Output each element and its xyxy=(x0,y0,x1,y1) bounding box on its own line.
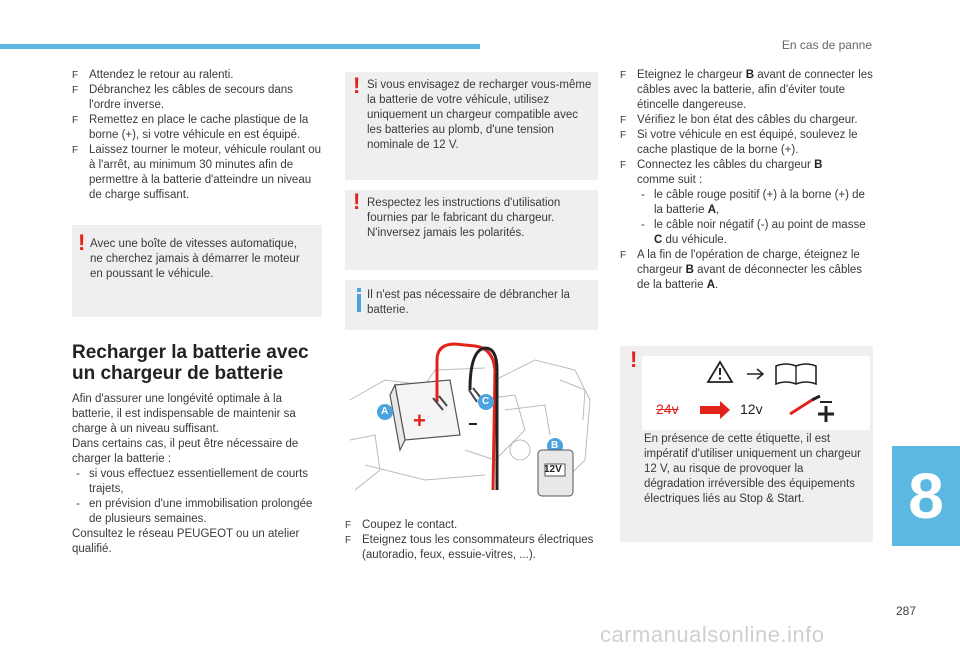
list-item: - si vous effectuez essentiellement de courts trajets, xyxy=(72,467,324,497)
charger-label-sticker xyxy=(642,356,870,430)
warning-icon: ! xyxy=(78,230,86,255)
column-2-list xyxy=(345,518,595,563)
label-c: C xyxy=(482,396,490,407)
warning-box-charger: ! Si vous envisagez de recharger vous-même la batterie de votre véhicule, utilisez uniquement un chargeur compatible avec les batteries au plomb, d'une tension nominale de 12 V. xyxy=(345,72,598,180)
list-item: F A la fin de l'opération de charge, éteignez le chargeur B avant de déconnecter les câbles de la batterie A. xyxy=(620,248,875,293)
list-item: F Eteignez le chargeur B avant de connecter les câbles avec la batterie, afin d'éviter toute étincelle dangereuse. xyxy=(620,68,875,113)
battery-engine-drawing xyxy=(345,340,598,502)
label-24v: 24v xyxy=(656,401,679,417)
warning-box-stop-start: ! 24v 12v En présence de cette étiquette, il est impératif d'utiliser uniquement un chargeur 12 V, au risque de provoquer la dégradation irréversible des équipements électriques liés au Stop & Start. xyxy=(620,346,873,542)
list-item: F Débranchez les câbles de secours dans l'ordre inverse. xyxy=(72,83,324,113)
header-accent-bar xyxy=(0,44,480,49)
info-box: Il n'est pas nécessaire de débrancher la batterie. xyxy=(345,280,598,330)
column-3-list xyxy=(620,68,875,293)
sticker-drawing xyxy=(642,356,870,430)
column-1-list xyxy=(72,68,324,203)
list-item: - le câble noir négatif (-) au point de masse C du véhicule. xyxy=(637,218,875,248)
list-item: F Coupez le contact. xyxy=(345,518,595,533)
warning-icon: ! xyxy=(630,347,638,372)
chapter-tab: 8 xyxy=(892,446,960,546)
section-heading: Recharger la batterie avec un chargeur de batterie xyxy=(72,342,309,384)
svg-text:+: + xyxy=(413,408,426,433)
warning-icon: ! xyxy=(353,73,361,98)
list-item: F Connectez les câbles du chargeur B comme suit : - le câble rouge positif (+) à la borne (+) de la batterie A, - le câble noir négatif (-) au point de masse C du véhicule. xyxy=(620,158,875,248)
list-item: F Laissez tourner le moteur, véhicule roulant ou à l'arrêt, au minimum 30 minutes afin de permettre à la batterie d'atteindre un niveau de charge suffisant. xyxy=(72,143,324,203)
list-item: - en prévision d'une immobilisation prolongée de plusieurs semaines. xyxy=(72,497,324,527)
watermark: carmanualsonline.info xyxy=(600,622,825,647)
section-title: En cas de panne xyxy=(781,38,872,52)
list-item: F Remettez en place le cache plastique de la borne (+), si votre véhicule en est équipé. xyxy=(72,113,324,143)
warning-box-automatic: ! Avec une boîte de vitesses automatique, ne cherchez jamais à démarrer le moteur en poussant le véhicule. xyxy=(72,225,322,317)
label-a: A xyxy=(381,406,389,417)
charger-voltage: 12V xyxy=(544,464,562,475)
list-item: F Vérifiez le bon état des câbles du chargeur. xyxy=(620,113,875,128)
warning-box-polarity: ! Respectez les instructions d'utilisation fournies par le fabricant du chargeur. N'inversez jamais les polarités. xyxy=(345,190,598,270)
list-item: F Si votre véhicule en est équipé, soulevez le cache plastique de la borne (+). xyxy=(620,128,875,158)
label-12v: 12v xyxy=(740,401,763,417)
battery-charging-illustration xyxy=(345,340,598,502)
intro-paragraph: Afin d'assurer une longévité optimale à la batterie, il est indispensable de maintenir sa charge à un niveau suffisant. Dans certains cas, il peut être nécessaire de charger la batterie : - si vous effectuez essentiellement de courts trajets, - en prévision d'une immobilisation prolongée de plusieurs semaines. Consultez le réseau PEUGEOT ou un atelier qualifié. xyxy=(72,392,324,557)
info-icon xyxy=(357,294,361,312)
list-item: - le câble rouge positif (+) à la borne (+) de la batterie A, xyxy=(637,188,875,218)
list-item: F Eteignez tous les consommateurs électriques (autoradio, feux, essuie-vitres, ...). xyxy=(345,533,595,563)
list-item: F Attendez le retour au ralenti. xyxy=(72,68,324,83)
label-b: B xyxy=(551,440,559,451)
warning-icon: ! xyxy=(353,189,361,214)
page-number: 287 xyxy=(896,604,917,618)
